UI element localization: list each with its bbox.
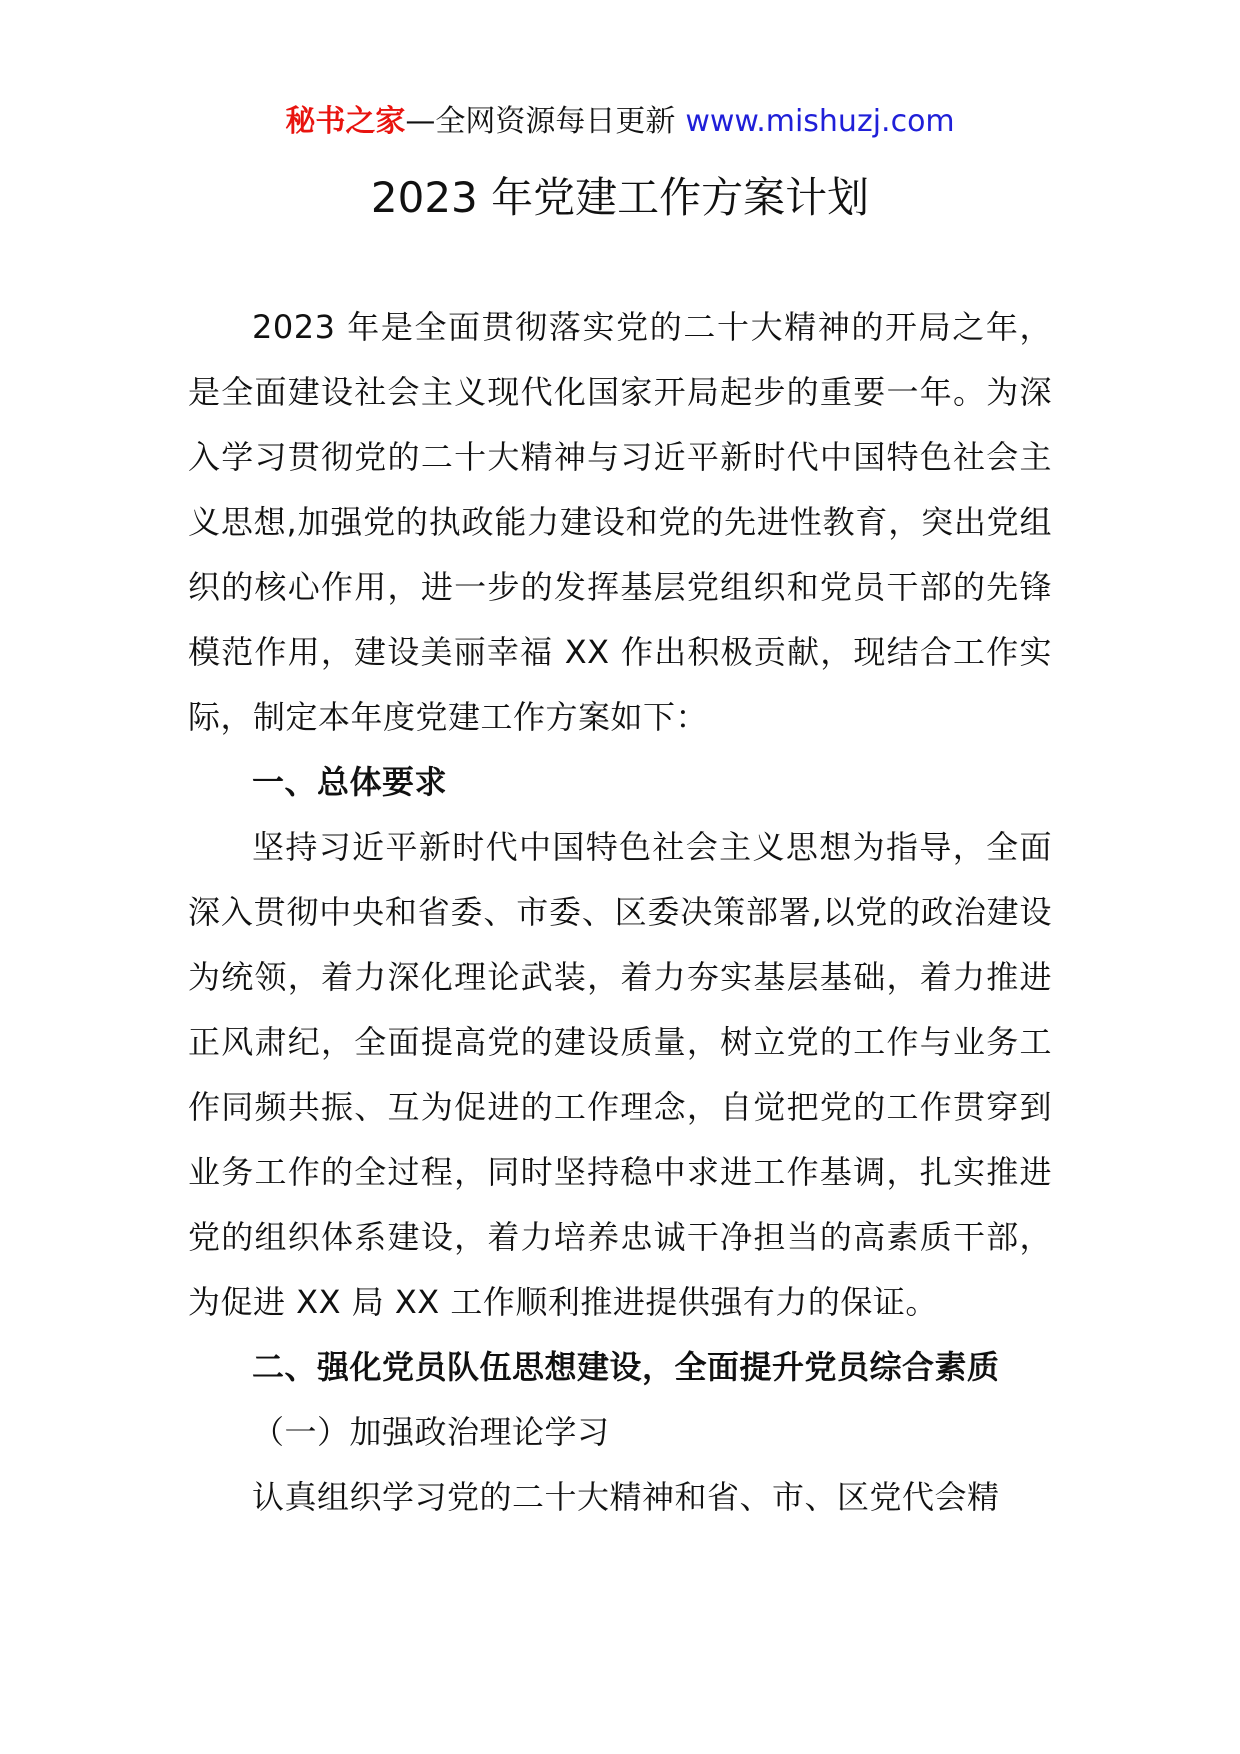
banner-tagline: —全网资源每日更新 <box>405 104 676 139</box>
general-requirements-paragraph: 坚持习近平新时代中国特色社会主义思想为指导，全面深入贯彻中央和省委、市委、区委决策部署,以党的政治建设为统领，着力深化理论武装，着力夯实基层基础，着力推进正风肃纪，全面提高党的建设质量，树立党的工作与业务工作同频共振、互为促进的工作理念，自觉把党的工作贯穿到业务工作的全过程，同时坚持稳中求进工作基调，扎实推进党的组织体系建设，着力培养忠诚干净担当的高素质干部，为促进 XX 局 XX 工作顺利推进提供强有力的保证。 <box>188 828 1052 1321</box>
intro-paragraph: 2023 年是全面贯彻落实党的二十大精神的开局之年，是全面建设社会主义现代化国家开局起步的重要一年。为深入学习贯彻党的二十大精神与习近平新时代中国特色社会主义思想,加强党的执政能力建设和党的先进性教育，突出党组织的核心作用，进一步的发挥基层党组织和党员干部的先锋模范作用，建设美丽幸福 XX 作出积极贡献，现结合工作实际，制定本年度党建工作方案如下： <box>188 308 1052 736</box>
document-title: 2023 年党建工作方案计划 <box>370 173 870 222</box>
document-body <box>188 295 1052 1530</box>
political-theory-paragraph: 认真组织学习党的二十大精神和省、市、区党代会精 <box>252 1478 1000 1516</box>
brand-name: 秘书之家 <box>285 104 406 139</box>
site-banner <box>0 100 1240 144</box>
site-url-link[interactable]: www.mishuzj.com <box>685 104 955 139</box>
section-heading-strengthen-ideology: 二、强化党员队伍思想建设，全面提升党员综合素质 <box>252 1348 1000 1386</box>
subsection-heading-political-theory: （一）加强政治理论学习 <box>252 1413 610 1451</box>
section-heading-general-requirements: 一、总体要求 <box>252 763 448 801</box>
